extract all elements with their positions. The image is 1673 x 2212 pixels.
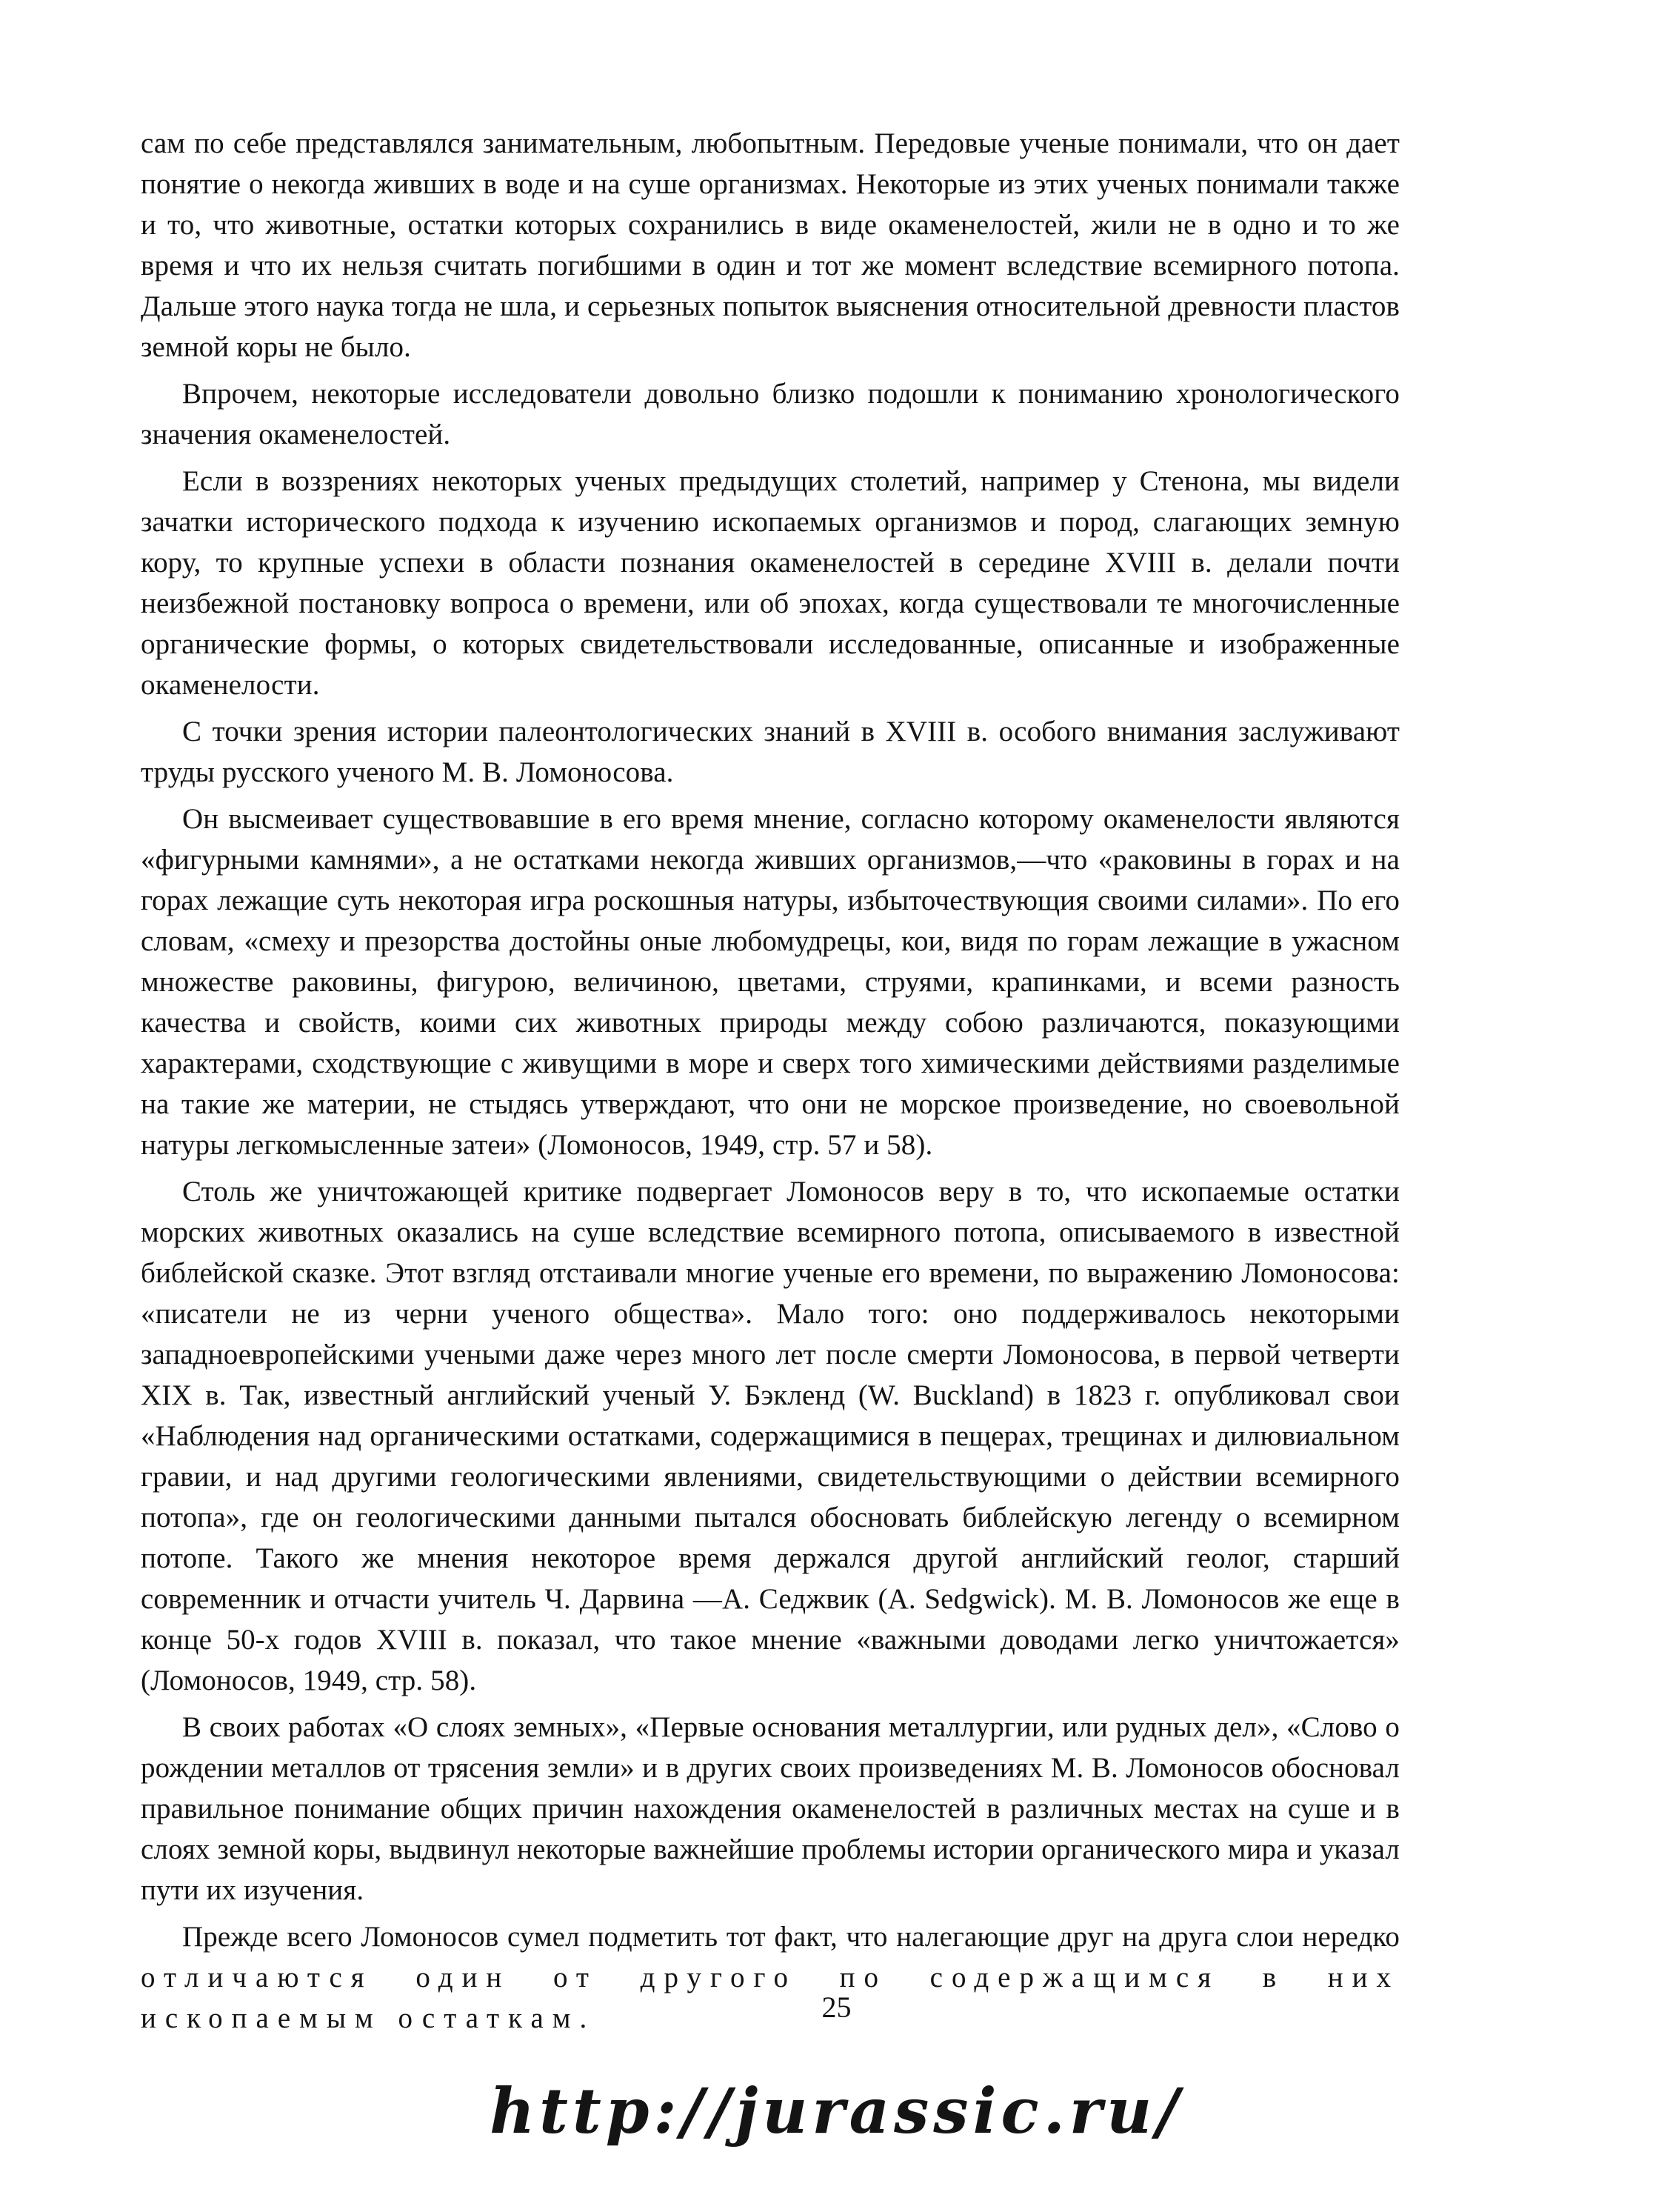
paragraph-4: С точки зрения истории палеонтологических знаний в XVIII в. особого внимания заслуживают труды русского ученого М. В. Ломоносова. (141, 716, 1400, 788)
paragraph-5: Он высмеивает существовавшие в его время мнение, согласно которому окаменелости являются «фигурными камнями», а не остатками некогда живших организмов,—что «раковины в горах и на горах лежащие суть некоторая игра роскошныя натуры, избыточествующия своими силами». По его словам, «смеху и презорства достойны оные любомудрецы, кои, видя по горам лежащие в ужасном множестве раковины, фигурою, величиною, цветами, струями, крапинками, и всеми разность качества и свойств, коими сих животных природы между собою различаются, показующими характерами, сходствующие с живущими в море и сверх того химическими действиями разделимые на такие же материи, не стыдясь утверждают, что они не морское произведение, но своевольной натуры легкомысленные затеи» (Ломоносов, 1949, стр. 57 и 58). (141, 803, 1400, 1161)
body-text (141, 123, 1400, 2039)
paragraph-8-emphasis: отличаются один от другого по содержащимся в них ископаемым остаткам. (141, 1962, 1400, 2034)
page-number: 25 (821, 1991, 852, 2024)
paragraph-2: Впрочем, некоторые исследователи довольно близко подошли к пониманию хронологического значения окаменелостей. (141, 378, 1400, 450)
paragraph-1: сам по себе представлялся занимательным, любопытным. Передовые ученые понимали, что он дает понятие о некогда живших в воде и на суше организмах. Некоторые из этих ученых понимали также и то, что животные, остатки которых сохранились в виде окаменелостей, жили не в одно и то же время и что их нельзя считать погибшими в один и тот же момент вследствие всемирного потопа. Дальше этого наука тогда не шла, и серьезных попыток выяснения относительной древности пластов земной коры не было. (141, 127, 1400, 363)
paragraph-3: Если в воззрениях некоторых ученых предыдущих столетий, например у Стенона, мы видели зачатки исторического подхода к изучению ископаемых организмов и пород, слагающих земную кору, то крупные успехи в области познания окаменелостей в середине XVIII в. делали почти неизбежной постановку вопроса о времени, или об эпохах, когда существовали те многочисленные органические формы, о которых свидетельствовали исследованные, описанные и изображенные окаменелости. (141, 465, 1400, 701)
paragraph-8-lead: Прежде всего Ломоносов сумел подметить тот факт, что налегающие друг на друга слои нередко (182, 1921, 1400, 1953)
paragraph-7: В своих работах «О слоях земных», «Первые основания металлургии, или рудных дел», «Слово о рождении металлов от трясения земли» и в других своих произведениях М. В. Ломоносов обосновал правильное понимание общих причин нахождения окаменелостей в различных местах на суше и в слоях земной коры, выдвинул некоторые важнейшие проблемы истории органического мира и указал пути их изучения. (141, 1711, 1400, 1906)
watermark-url: http://jurassic.ru/ (490, 2074, 1183, 2148)
paragraph-6: Столь же уничтожающей критике подвергает Ломоносов веру в то, что ископаемые остатки морских животных оказались на суше вследствие всемирного потопа, описываемого в известной библейской сказке. Этот взгляд отстаивали многие ученые его времени, по выражению Ломоносова: «писатели не из черни ученого общества». Мало того: оно поддерживалось некоторыми западноевропейскими учеными даже через много лет после смерти Ломоносова, в первой четверти XIX в. Так, известный английский ученый У. Бэкленд (W. Buckland) в 1823 г. опубликовал свои «Наблюдения над органическими остатками, содержащимися в пещерах, трещинах и дилювиальном гравии, и над другими геологическими явлениями, свидетельствующими о действии всемирного потопа», где он геологическими данными пытался обосновать библейскую легенду о всемирном потопе. Такого же мнения некоторое время держался другой английский геолог, старший современник и отчасти учитель Ч. Дарвина —А. Седжвик (A. Sedgwick). М. В. Ломоносов же еще в конце 50-х годов XVIII в. показал, что такое мнение «важными доводами легко уничтожается» (Ломоносов, 1949, стр. 58). (141, 1176, 1400, 1696)
